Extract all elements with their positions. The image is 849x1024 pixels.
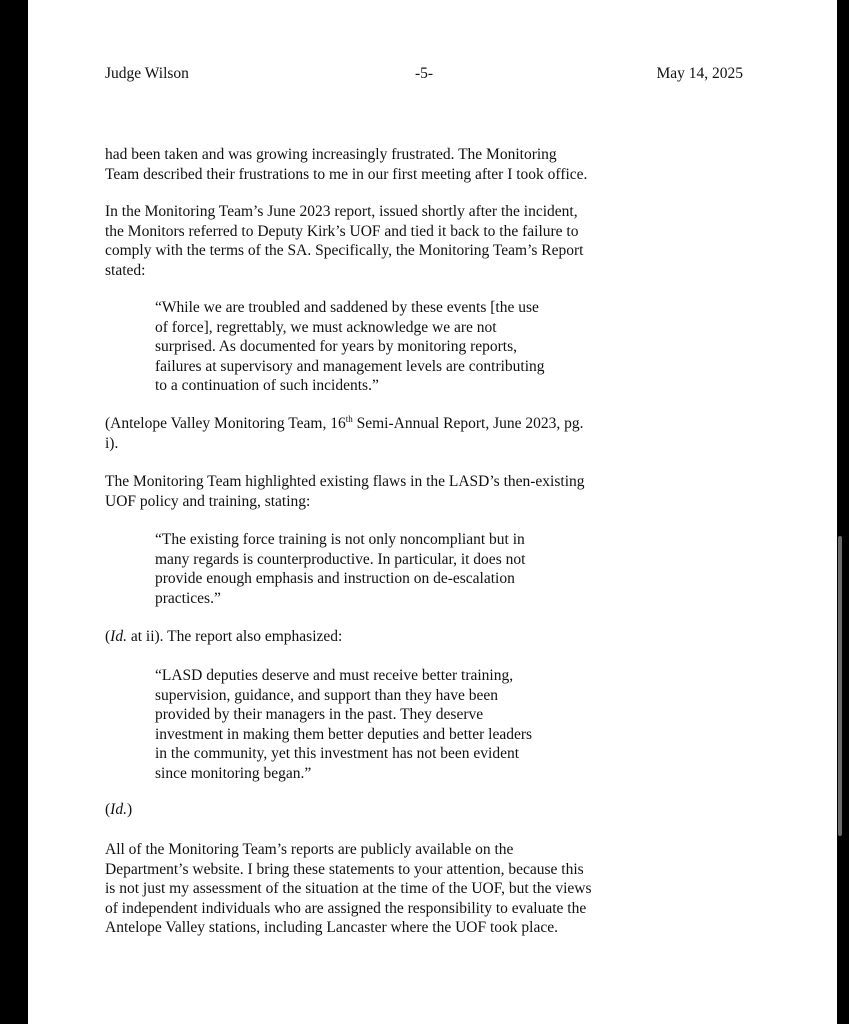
quote-line: many regards is counterproductive. In particular, it does not	[155, 550, 526, 568]
quote-line: “The existing force training is not only noncompliant but in	[155, 531, 525, 548]
quote-line: “While we are troubled and saddened by these events [the use	[155, 299, 539, 316]
scrollbar-track[interactable]	[837, 0, 849, 1024]
id-citation: Id.	[110, 628, 127, 645]
paragraph-3	[105, 472, 755, 511]
paren: (	[105, 801, 111, 818]
citation-text: (Antelope Valley Monitoring Team, 16	[105, 415, 346, 432]
quote-line: “LASD deputies deserve and must receive better training,	[155, 667, 514, 684]
text-line: had been taken and was growing increasingly frustrated. The Monitoring	[105, 146, 557, 163]
header-date: May 14, 2025	[656, 65, 743, 82]
text-line: stated:	[105, 261, 146, 279]
text-line: the Monitors referred to Deputy Kirk’s UOF and tied it back to the failure to	[105, 222, 579, 240]
paragraph-1	[105, 145, 755, 184]
quote-line: in the community, yet this investment has not been evident	[155, 745, 520, 762]
citation-1	[105, 414, 755, 453]
block-quote-3	[155, 666, 745, 783]
quote-line: since monitoring began.”	[155, 764, 312, 782]
page-header	[105, 64, 743, 84]
text-line: Team described their frustrations to me in our first meeting after I took office.	[105, 165, 588, 183]
text-line: UOF policy and training, stating:	[105, 492, 311, 510]
quote-line: supervision, guidance, and support than they have been	[155, 686, 499, 704]
document-page	[28, 0, 837, 1024]
citation-3	[105, 800, 755, 820]
quote-line: of force], regrettably, we must acknowledge we are not	[155, 318, 497, 336]
text-line: of independent individuals who are assigned the responsibility to evaluate the	[105, 899, 587, 917]
citation-2	[105, 627, 755, 647]
text-line: Department’s website. I bring these statements to your attention, because this	[105, 860, 584, 878]
text-line: comply with the terms of the SA. Specifically, the Monitoring Team’s Report	[105, 242, 584, 259]
paragraph-4	[105, 840, 755, 938]
citation-line	[105, 800, 755, 820]
quote-line: practices.”	[155, 589, 221, 607]
citation-text: at ii). The report also emphasized:	[126, 628, 343, 645]
quote-line: failures at supervisory and management levels are contributing	[155, 357, 545, 375]
text-line: Antelope Valley stations, including Lancaster where the UOF took place.	[105, 919, 558, 936]
block-quote-1	[155, 298, 745, 396]
text-line: All of the Monitoring Team’s reports are publicly available on the	[105, 841, 514, 858]
citation-text: Semi-Annual Report, June 2023, pg.	[352, 415, 584, 432]
scrollbar-thumb[interactable]	[838, 536, 842, 836]
ordinal-suffix: th	[345, 414, 353, 424]
paragraph-2	[105, 202, 755, 280]
quote-line: to a continuation of such incidents.”	[155, 377, 379, 394]
paren: (	[105, 628, 111, 645]
citation-line: i).	[105, 434, 119, 452]
citation-line	[105, 627, 755, 647]
header-addressee: Judge Wilson	[105, 65, 189, 82]
quote-line: investment in making them better deputies and better leaders	[155, 725, 533, 743]
citation-line	[105, 414, 755, 434]
page-number: -5-	[415, 65, 434, 82]
text-line: The Monitoring Team highlighted existing flaws in the LASD’s then-existing	[105, 473, 585, 490]
paren: )	[126, 801, 133, 818]
quote-line: provided by their managers in the past. They deserve	[155, 706, 484, 723]
text-line: In the Monitoring Team’s June 2023 report, issued shortly after the incident,	[105, 203, 578, 220]
text-line: is not just my assessment of the situation at the time of the UOF, but the views	[105, 880, 592, 897]
quote-line: provide enough emphasis and instruction on de-escalation	[155, 570, 515, 587]
block-quote-2	[155, 530, 745, 608]
quote-line: surprised. As documented for years by monitoring reports,	[155, 338, 518, 355]
id-citation: Id.	[110, 801, 127, 818]
